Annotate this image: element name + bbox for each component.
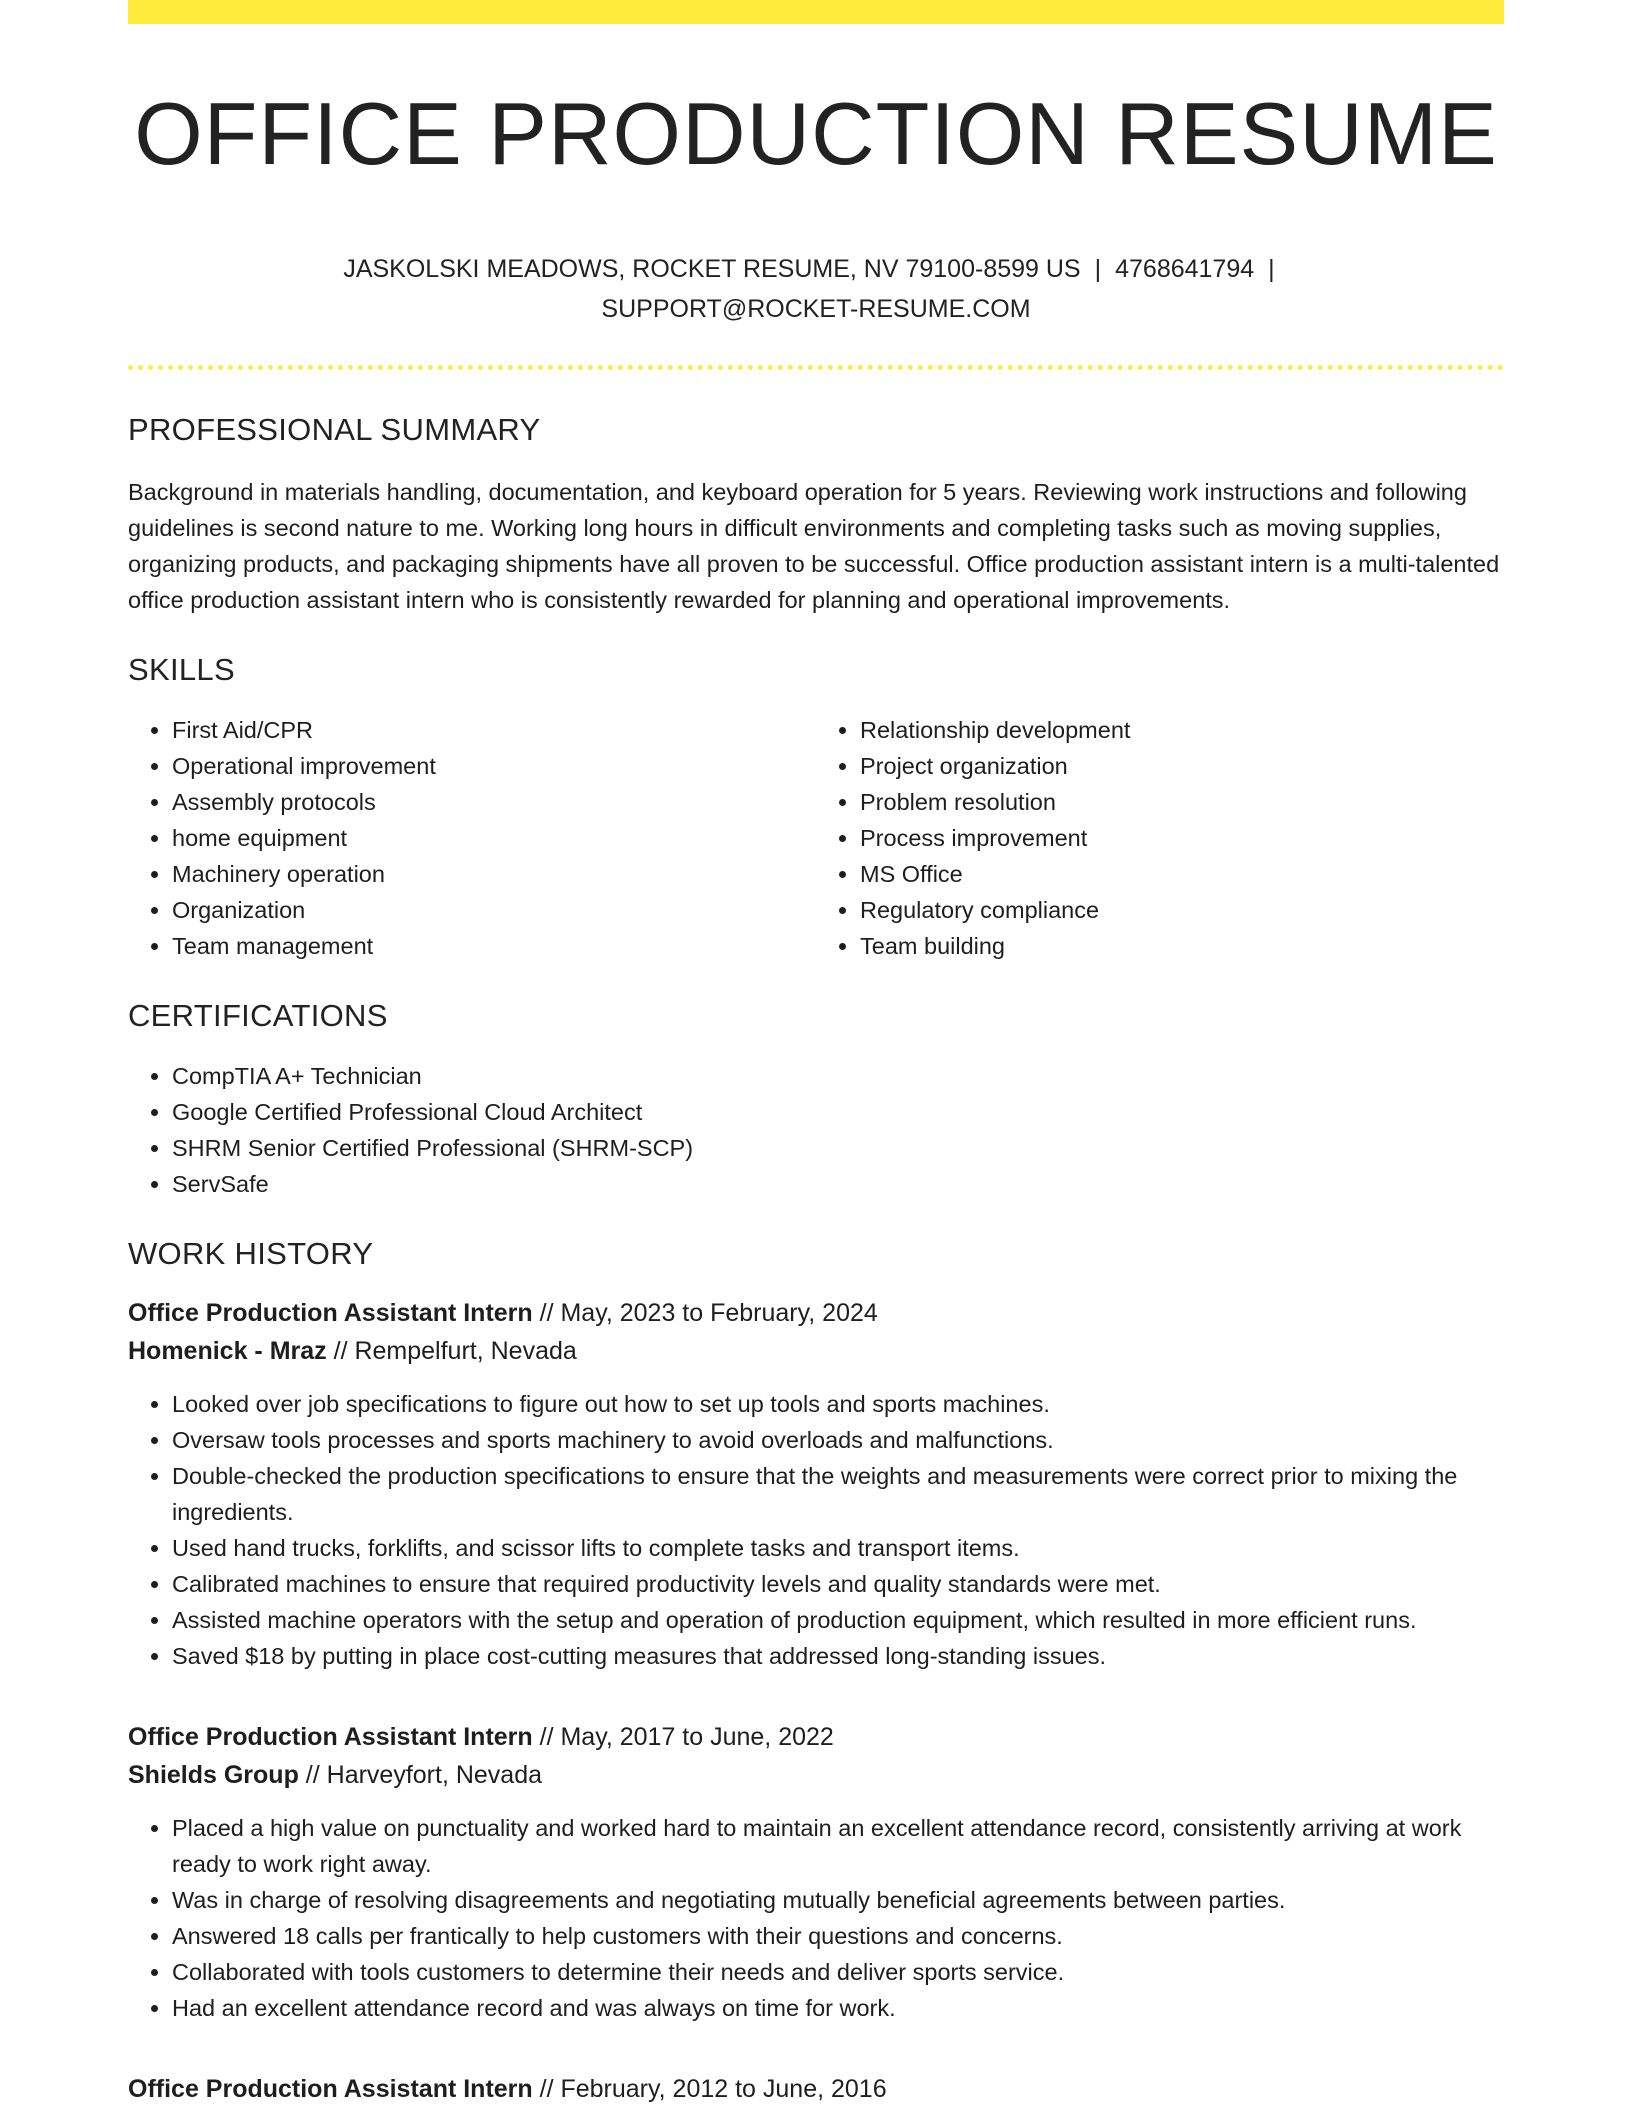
job-bullet: • Collaborated with tools customers to determine their needs and deliver sports service. <box>172 1954 1504 1990</box>
skills-heading: SKILLS <box>128 651 235 687</box>
skill-item: • Team building <box>860 928 1504 964</box>
resume-page <box>128 0 1504 2108</box>
certification-item: • CompTIA A+ Technician <box>172 1058 1504 1094</box>
certification-item: • Google Certified Professional Cloud Architect <box>172 1094 1504 1130</box>
skill-item: • Organization <box>172 892 816 928</box>
work-history-heading: WORK HISTORY <box>128 1235 374 1271</box>
skill-item: • Problem resolution <box>860 784 1504 820</box>
job-bullets <box>128 1386 1504 1674</box>
contact-address: JASKOLSKI MEADOWS, ROCKET RESUME, NV 79100-8599 US <box>343 254 1081 283</box>
contact-info <box>316 249 1316 329</box>
job-entry <box>128 2070 1504 2108</box>
work-history-section <box>128 1236 1504 2108</box>
job-entry <box>128 1294 1504 1674</box>
job-title-line <box>128 1294 1504 1332</box>
job-bullets <box>128 1810 1504 2026</box>
job-dates: // May, 2017 to June, 2022 <box>532 1722 834 1751</box>
skills-list-right <box>816 712 1504 964</box>
contact-phone[interactable]: 4768641794 <box>1115 254 1255 283</box>
skill-item: • First Aid/CPR <box>172 712 816 748</box>
skill-item: • Project organization <box>860 748 1504 784</box>
skill-item: • Team management <box>172 928 816 964</box>
accent-top-bar <box>128 0 1504 24</box>
certification-item: • SHRM Senior Certified Professional (SHRM-SCP) <box>172 1130 1504 1166</box>
skills-columns <box>128 712 1504 964</box>
job-bullet: • Saved $18 by putting in place cost-cutting measures that addressed long-standing issues. <box>172 1638 1504 1674</box>
skill-item: • Relationship development <box>860 712 1504 748</box>
job-company-line <box>128 1332 1504 1370</box>
job-title: Office Production Assistant Intern <box>128 2074 533 2103</box>
certification-item: • ServSafe <box>172 1166 1504 1202</box>
skill-item: • MS Office <box>860 856 1504 892</box>
job-bullet: • Calibrated machines to ensure that required productivity levels and quality standards were met. <box>172 1566 1504 1602</box>
summary-heading: PROFESSIONAL SUMMARY <box>128 411 541 447</box>
job-bullet: • Double-checked the production specifications to ensure that the weights and measurements were correct prior to mixing the ingredients. <box>172 1458 1504 1530</box>
job-company: Homenick - Mraz <box>128 1336 327 1365</box>
certifications-section <box>128 998 1504 1202</box>
skill-item: • Machinery operation <box>172 856 816 892</box>
job-company: Shields Group <box>128 1760 299 1789</box>
job-location: // Harveyfort, Nevada <box>298 1760 543 1789</box>
job-bullet: • Was in charge of resolving disagreements and negotiating mutually beneficial agreements between parties. <box>172 1882 1504 1918</box>
skill-item: • Assembly protocols <box>172 784 816 820</box>
job-location: // Rempelfurt, Nevada <box>326 1336 577 1365</box>
job-bullet: • Had an excellent attendance record and was always on time for work. <box>172 1990 1504 2026</box>
skill-item: • home equipment <box>172 820 816 856</box>
job-bullet: • Assisted machine operators with the setup and operation of production equipment, which resulted in more efficient runs. <box>172 1602 1504 1638</box>
job-dates: // February, 2012 to June, 2016 <box>532 2074 887 2103</box>
job-company-line <box>128 1756 1504 1794</box>
skills-section <box>128 652 1504 964</box>
skill-item: • Operational improvement <box>172 748 816 784</box>
job-bullet: • Answered 18 calls per frantically to help customers with their questions and concerns. <box>172 1918 1504 1954</box>
contact-email[interactable]: SUPPORT@ROCKET-RESUME.COM <box>601 294 1031 323</box>
summary-text: Background in materials handling, documentation, and keyboard operation for 5 years. Reviewing work instructions and following guidelines is second nature to me. Working long hours in difficult environments and completing tasks such as moving supplies, organizing products, and packaging shipments have all proven to be successful. Office production assistant intern is a multi-talented office production assistant intern who is consistently rewarded for planning and operational improvements. <box>128 478 1500 613</box>
job-bullet: • Looked over job specifications to figure out how to set up tools and sports machines. <box>172 1386 1504 1422</box>
resume-title: OFFICE PRODUCTION RESUME <box>134 84 1498 183</box>
skill-item: • Regulatory compliance <box>860 892 1504 928</box>
job-title: Office Production Assistant Intern <box>128 1722 533 1751</box>
job-bullet: • Placed a high value on punctuality and worked hard to maintain an excellent attendance record, consistently arriving at work ready to work right away. <box>172 1810 1504 1882</box>
job-bullet: • Oversaw tools processes and sports machinery to avoid overloads and malfunctions. <box>172 1422 1504 1458</box>
job-entry <box>128 1718 1504 2026</box>
header-divider <box>128 365 1504 370</box>
certifications-heading: CERTIFICATIONS <box>128 997 388 1033</box>
certifications-list <box>128 1058 1504 1202</box>
job-title-line <box>128 2070 1504 2108</box>
job-title-line <box>128 1718 1504 1756</box>
job-bullet: • Used hand trucks, forklifts, and scissor lifts to complete tasks and transport items. <box>172 1530 1504 1566</box>
contact-separator: | <box>1268 254 1275 283</box>
skills-list-left <box>128 712 816 964</box>
summary-section <box>128 412 1504 618</box>
job-dates: // May, 2023 to February, 2024 <box>532 1298 878 1327</box>
job-title: Office Production Assistant Intern <box>128 1298 533 1327</box>
skill-item: • Process improvement <box>860 820 1504 856</box>
contact-separator: | <box>1094 254 1102 283</box>
